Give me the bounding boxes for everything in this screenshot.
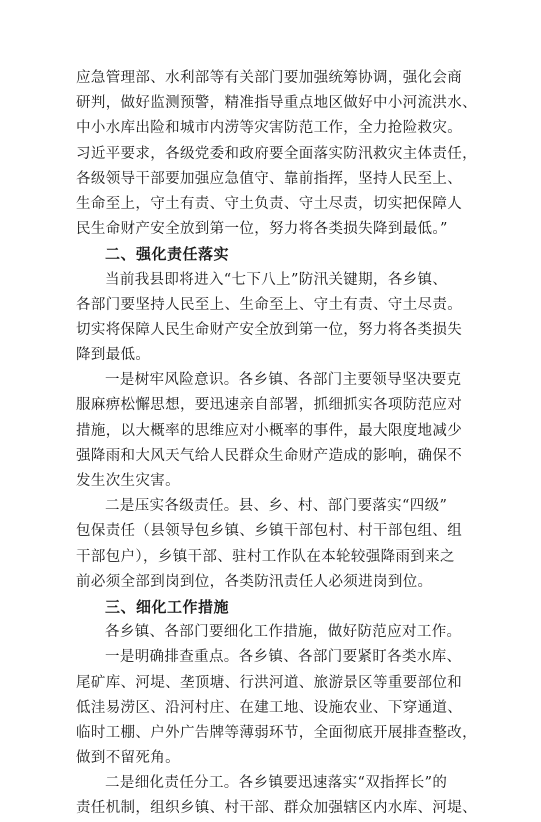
paragraph-line: 民生命财产安全放到第一位，努力将各类损失降到最低。” (76, 221, 448, 238)
paragraph-line: 一是明确排查重点。各乡镇、各部门要紧盯各类水库、 (105, 649, 462, 666)
paragraph-line: 生命至上，守土有责、守土负责、守土尽责，切实把保障人 (76, 195, 463, 212)
paragraph-line: 切实将保障人民生命财产安全放到第一位，努力将各类损失 (76, 321, 463, 338)
paragraph-line: 强降雨和大风天气给人民群众生命财产造成的影响，确保不 (76, 447, 463, 464)
paragraph-line: 各级领导干部要加强应急值守、靠前指挥，坚持人民至上、 (76, 170, 463, 187)
section-heading: 二、强化责任落实 (105, 245, 230, 264)
paragraph-line: 二是细化责任分工。各乡镇要迅速落实“双指挥长”的 (105, 775, 448, 792)
paragraph-line: 研判，做好监测预警，精准指导重点地区做好中小河流洪水、 (76, 95, 477, 112)
paragraph-line: 应急管理部、水利部等有关部门要加强统筹协调，强化会商 (76, 70, 463, 86)
paragraph-line: 降到最低。 (76, 347, 151, 364)
paragraph-line: 责任机制，组织乡镇、村干部、群众加强辖区内水库、河堤、 (76, 800, 477, 817)
paragraph-line: 发生次生灾害。 (76, 473, 180, 489)
paragraph-line: 中小水库出险和城市内涝等灾害防范工作，全力抢险救灾。 (76, 120, 463, 137)
paragraph-line: 二是压实各级责任。县、乡、村、部门要落实“四级” (105, 498, 448, 515)
paragraph-line: 干部包户），乡镇干部、驻村工作队在本轮较强降雨到来之 (76, 548, 455, 565)
paragraph-line: 尾矿库、河堤、垄顶塘、行洪河道、旅游景区等重要部位和 (76, 674, 463, 691)
section-heading: 三、细化工作措施 (105, 597, 230, 616)
paragraph-line: 前必须全部到岗到位，各类防汛责任人必须进岗到位。 (76, 573, 433, 590)
paragraph-line: 各部门要坚持人民至上、生命至上、守土有责、守土尽责。 (76, 296, 463, 313)
paragraph-line: 当前我县即将进入“七下八上”防汛关键期，各乡镇、 (105, 271, 448, 288)
paragraph-line: 服麻痹松懈思想，要迅速亲自部署，抓细抓实各项防范应对 (76, 397, 463, 414)
paragraph-line: 各乡镇、各部门要细化工作措施，做好防范应对工作。 (105, 624, 462, 641)
paragraph-line: 做到不留死角。 (76, 750, 180, 767)
paragraph-line: 低洼易涝区、沿河村庄、在建工地、设施农业、下穿通道、 (76, 699, 463, 716)
paragraph-line: 临时工棚、户外广告牌等薄弱环节，全面彻底开展排查整改， (76, 724, 477, 741)
paragraph-line: 习近平要求，各级党委和政府要全面落实防汛救灾主体责任， (76, 145, 477, 162)
paragraph-line: 措施，以大概率的思维应对小概率的事件，最大限度地减少 (76, 422, 463, 439)
paragraph-line: 一是树牢风险意识。各乡镇、各部门主要领导坚决要克 (105, 372, 462, 389)
paragraph-line: 包保责任（县领导包乡镇、乡镇干部包村、村干部包组、组 (76, 523, 463, 540)
document-body (76, 66, 477, 822)
